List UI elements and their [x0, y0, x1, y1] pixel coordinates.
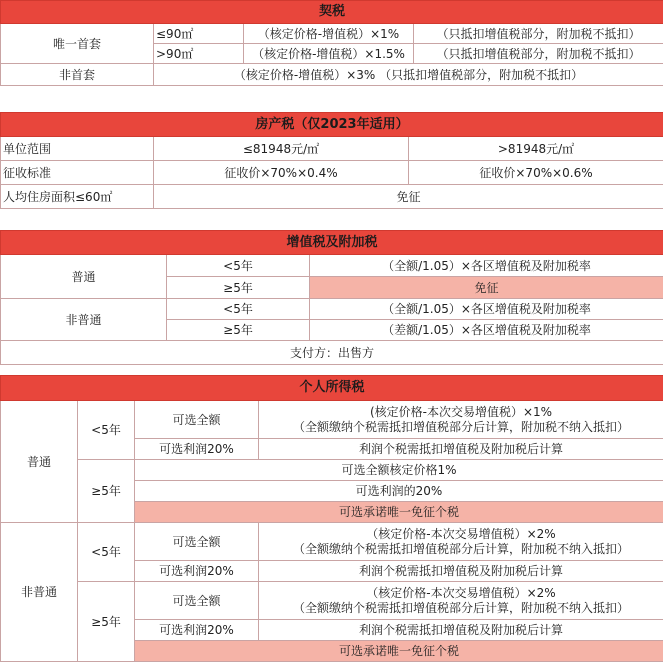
- le90-label: ≤90㎡: [154, 24, 244, 44]
- vat-non-normal-ge5-formula: （差额/1.05）×各区增值税及附加税率: [310, 320, 663, 341]
- non-first-formula: （核定价格-增值税）×3% （只抵扣增值税部分，附加税不抵扣）: [154, 64, 663, 86]
- gt90-label: >90㎡: [154, 44, 244, 64]
- gt90-formula: （核定价格-增值税）×1.5%: [244, 44, 414, 64]
- vat-non-normal-ge5: ≥5年: [167, 320, 310, 341]
- vat-normal-label: 普通: [1, 255, 167, 299]
- vat-normal-lt5: <5年: [167, 255, 310, 277]
- vat-non-normal-lt5: <5年: [167, 299, 310, 320]
- it-non-normal-lt5-full: 可选全额: [135, 523, 259, 561]
- it-non-normal-ge5-profit-desc: 利润个税需抵扣增值税及附加税后计算: [259, 620, 663, 641]
- le90-note: （只抵扣增值税部分，附加税不抵扣）: [414, 24, 663, 44]
- vat-table: [0, 230, 663, 365]
- it-non-normal-ge5-full: 可选全额: [135, 582, 259, 620]
- deed-tax-section: [0, 0, 663, 86]
- it-normal-lt5-full-formula: [259, 401, 663, 439]
- it-non-normal-lt5: <5年: [78, 523, 135, 582]
- it-non-normal-ge5-full-line1: （核定价格-本次交易增值税）×2%: [366, 585, 556, 600]
- standard-low: 征收价×70%×0.4%: [154, 161, 409, 185]
- range-high: >81948元/㎡: [409, 137, 663, 161]
- it-normal-label: 普通: [1, 401, 78, 523]
- it-normal-lt5-full: 可选全额: [135, 401, 259, 439]
- vat-non-normal-lt5-formula: （全额/1.05）×各区增值税及附加税率: [310, 299, 663, 320]
- only-home-label: 唯一首套: [1, 24, 154, 64]
- vat-title: 增值税及附加税: [1, 231, 663, 255]
- it-non-normal-label: 非普通: [1, 523, 78, 662]
- it-normal-ge5: ≥5年: [78, 460, 135, 523]
- it-normal-lt5-full-line2: （全额缴纳个税需抵扣增值税部分后计算，附加税不纳入抵扣）: [293, 419, 630, 434]
- range-low: ≤81948元/㎡: [154, 137, 409, 161]
- income-tax-section: [0, 375, 663, 662]
- it-normal-ge5-exempt: 可选承诺唯一免征个税: [135, 502, 663, 523]
- income-tax-title: 个人所得税: [1, 376, 663, 401]
- range-label: 单位范围: [1, 137, 154, 161]
- income-tax-table: [0, 375, 663, 662]
- deed-tax-table: [0, 0, 663, 86]
- it-non-normal-ge5-full-formula: [259, 582, 663, 620]
- gt90-note: （只抵扣增值税部分，附加税不抵扣）: [414, 44, 663, 64]
- it-non-normal-lt5-profit: 可选利润20%: [135, 561, 259, 582]
- it-normal-ge5-profit: 可选利润的20%: [135, 481, 663, 502]
- property-tax-table: [0, 112, 663, 209]
- it-non-normal-ge5-full-line2: （全额缴纳个税需抵扣增值税部分后计算，附加税不纳入抵扣）: [293, 600, 630, 615]
- property-tax-section: [0, 112, 663, 209]
- it-normal-lt5: <5年: [78, 401, 135, 460]
- it-normal-lt5-full-line1: (核定价格-本次交易增值税）×1%: [369, 404, 553, 419]
- it-non-normal-lt5-profit-desc: 利润个税需抵扣增值税及附加税后计算: [259, 561, 663, 582]
- property-tax-title: 房产税（仅2023年适用）: [1, 113, 663, 137]
- it-normal-ge5-full: 可选全额核定价格1%: [135, 460, 663, 481]
- area-label: 人均住房面积≤60㎡: [1, 185, 154, 209]
- standard-label: 征收标准: [1, 161, 154, 185]
- it-non-normal-lt5-full-line1: （核定价格-本次交易增值税）×2%: [366, 526, 556, 541]
- vat-non-normal-label: 非普通: [1, 299, 167, 341]
- it-non-normal-lt5-full-line2: （全额缴纳个税需抵扣增值税部分后计算，附加税不纳入抵扣）: [293, 541, 630, 556]
- area-value: 免征: [154, 185, 663, 209]
- le90-formula: （核定价格-增值税）×1%: [244, 24, 414, 44]
- standard-high: 征收价×70%×0.6%: [409, 161, 663, 185]
- vat-normal-lt5-formula: （全额/1.05）×各区增值税及附加税率: [310, 255, 663, 277]
- it-non-normal-ge5: ≥5年: [78, 582, 135, 662]
- it-normal-lt5-profit: 可选利润20%: [135, 439, 259, 460]
- vat-normal-ge5: ≥5年: [167, 277, 310, 299]
- non-first-label: 非首套: [1, 64, 154, 86]
- vat-section: [0, 230, 663, 365]
- it-normal-lt5-profit-desc: 利润个税需抵扣增值税及附加税后计算: [259, 439, 663, 460]
- deed-tax-title: 契税: [1, 1, 663, 24]
- vat-payer: 支付方：出售方: [1, 341, 663, 365]
- it-non-normal-ge5-profit: 可选利润20%: [135, 620, 259, 641]
- it-non-normal-lt5-full-formula: [259, 523, 663, 561]
- it-non-normal-ge5-exempt: 可选承诺唯一免征个税: [135, 641, 663, 662]
- vat-normal-ge5-exempt: 免征: [310, 277, 663, 299]
